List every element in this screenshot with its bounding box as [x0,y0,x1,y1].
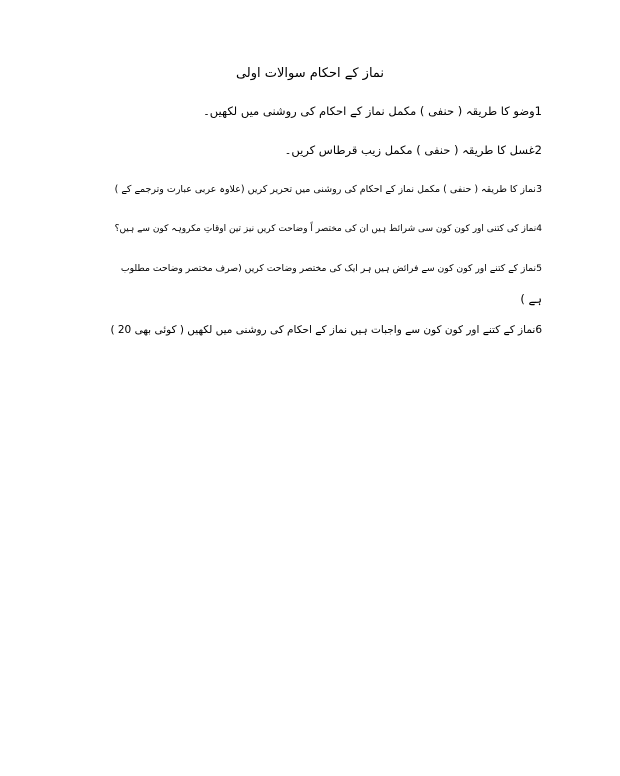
question-text: نماز کی کتنی اور کون کون سی شرائط ہیں ان کی مختصر اً وضاحت کریں نیز تین اوقاتِ مکروہہ کون سے ہیں؟ [114,224,537,234]
question-3 [110,182,542,197]
question-text-continuation: ہے ) [520,292,542,306]
document-title: نماز کے احکام سوالات اولی [235,66,385,81]
question-text: غسل کا طریقہ ( حنفی ) مکمل زیب قرطاس کریں۔ [284,143,535,157]
question-6 [110,323,542,338]
question-5-continuation [110,292,542,307]
question-5 [110,261,542,276]
question-list [110,104,542,338]
question-number: 6 [535,324,542,336]
question-4 [110,222,542,237]
question-2 [110,143,542,158]
question-number: 1 [534,104,542,118]
question-text: وضو کا طریقہ ( حنفی ) مکمل نماز کے احکام کی روشنی میں لکھیں۔ [203,104,535,118]
question-1 [110,104,542,119]
question-number: 2 [534,143,542,157]
question-number: 4 [536,224,542,234]
question-text: نماز کے کتنے اور کون کون سے فرائض ہیں ہر ایک کی مختصر وضاحت کریں (صرف مختصر وضاحت مطلوب [120,263,537,274]
question-number: 3 [535,184,542,195]
question-number: 5 [536,263,542,274]
question-text: نماز کا طریقہ ( حنفی ) مکمل نماز کے احکام کی روشنی میں تحریر کریں (علاوہ عربی عبارت وترجمے کے ) [114,184,536,195]
question-text: نماز کے کتنے اور کون کون سے واجبات ہیں نماز کے احکام کی روشنی میں لکھیں ( کوئی بھی 20 ) [110,324,536,336]
